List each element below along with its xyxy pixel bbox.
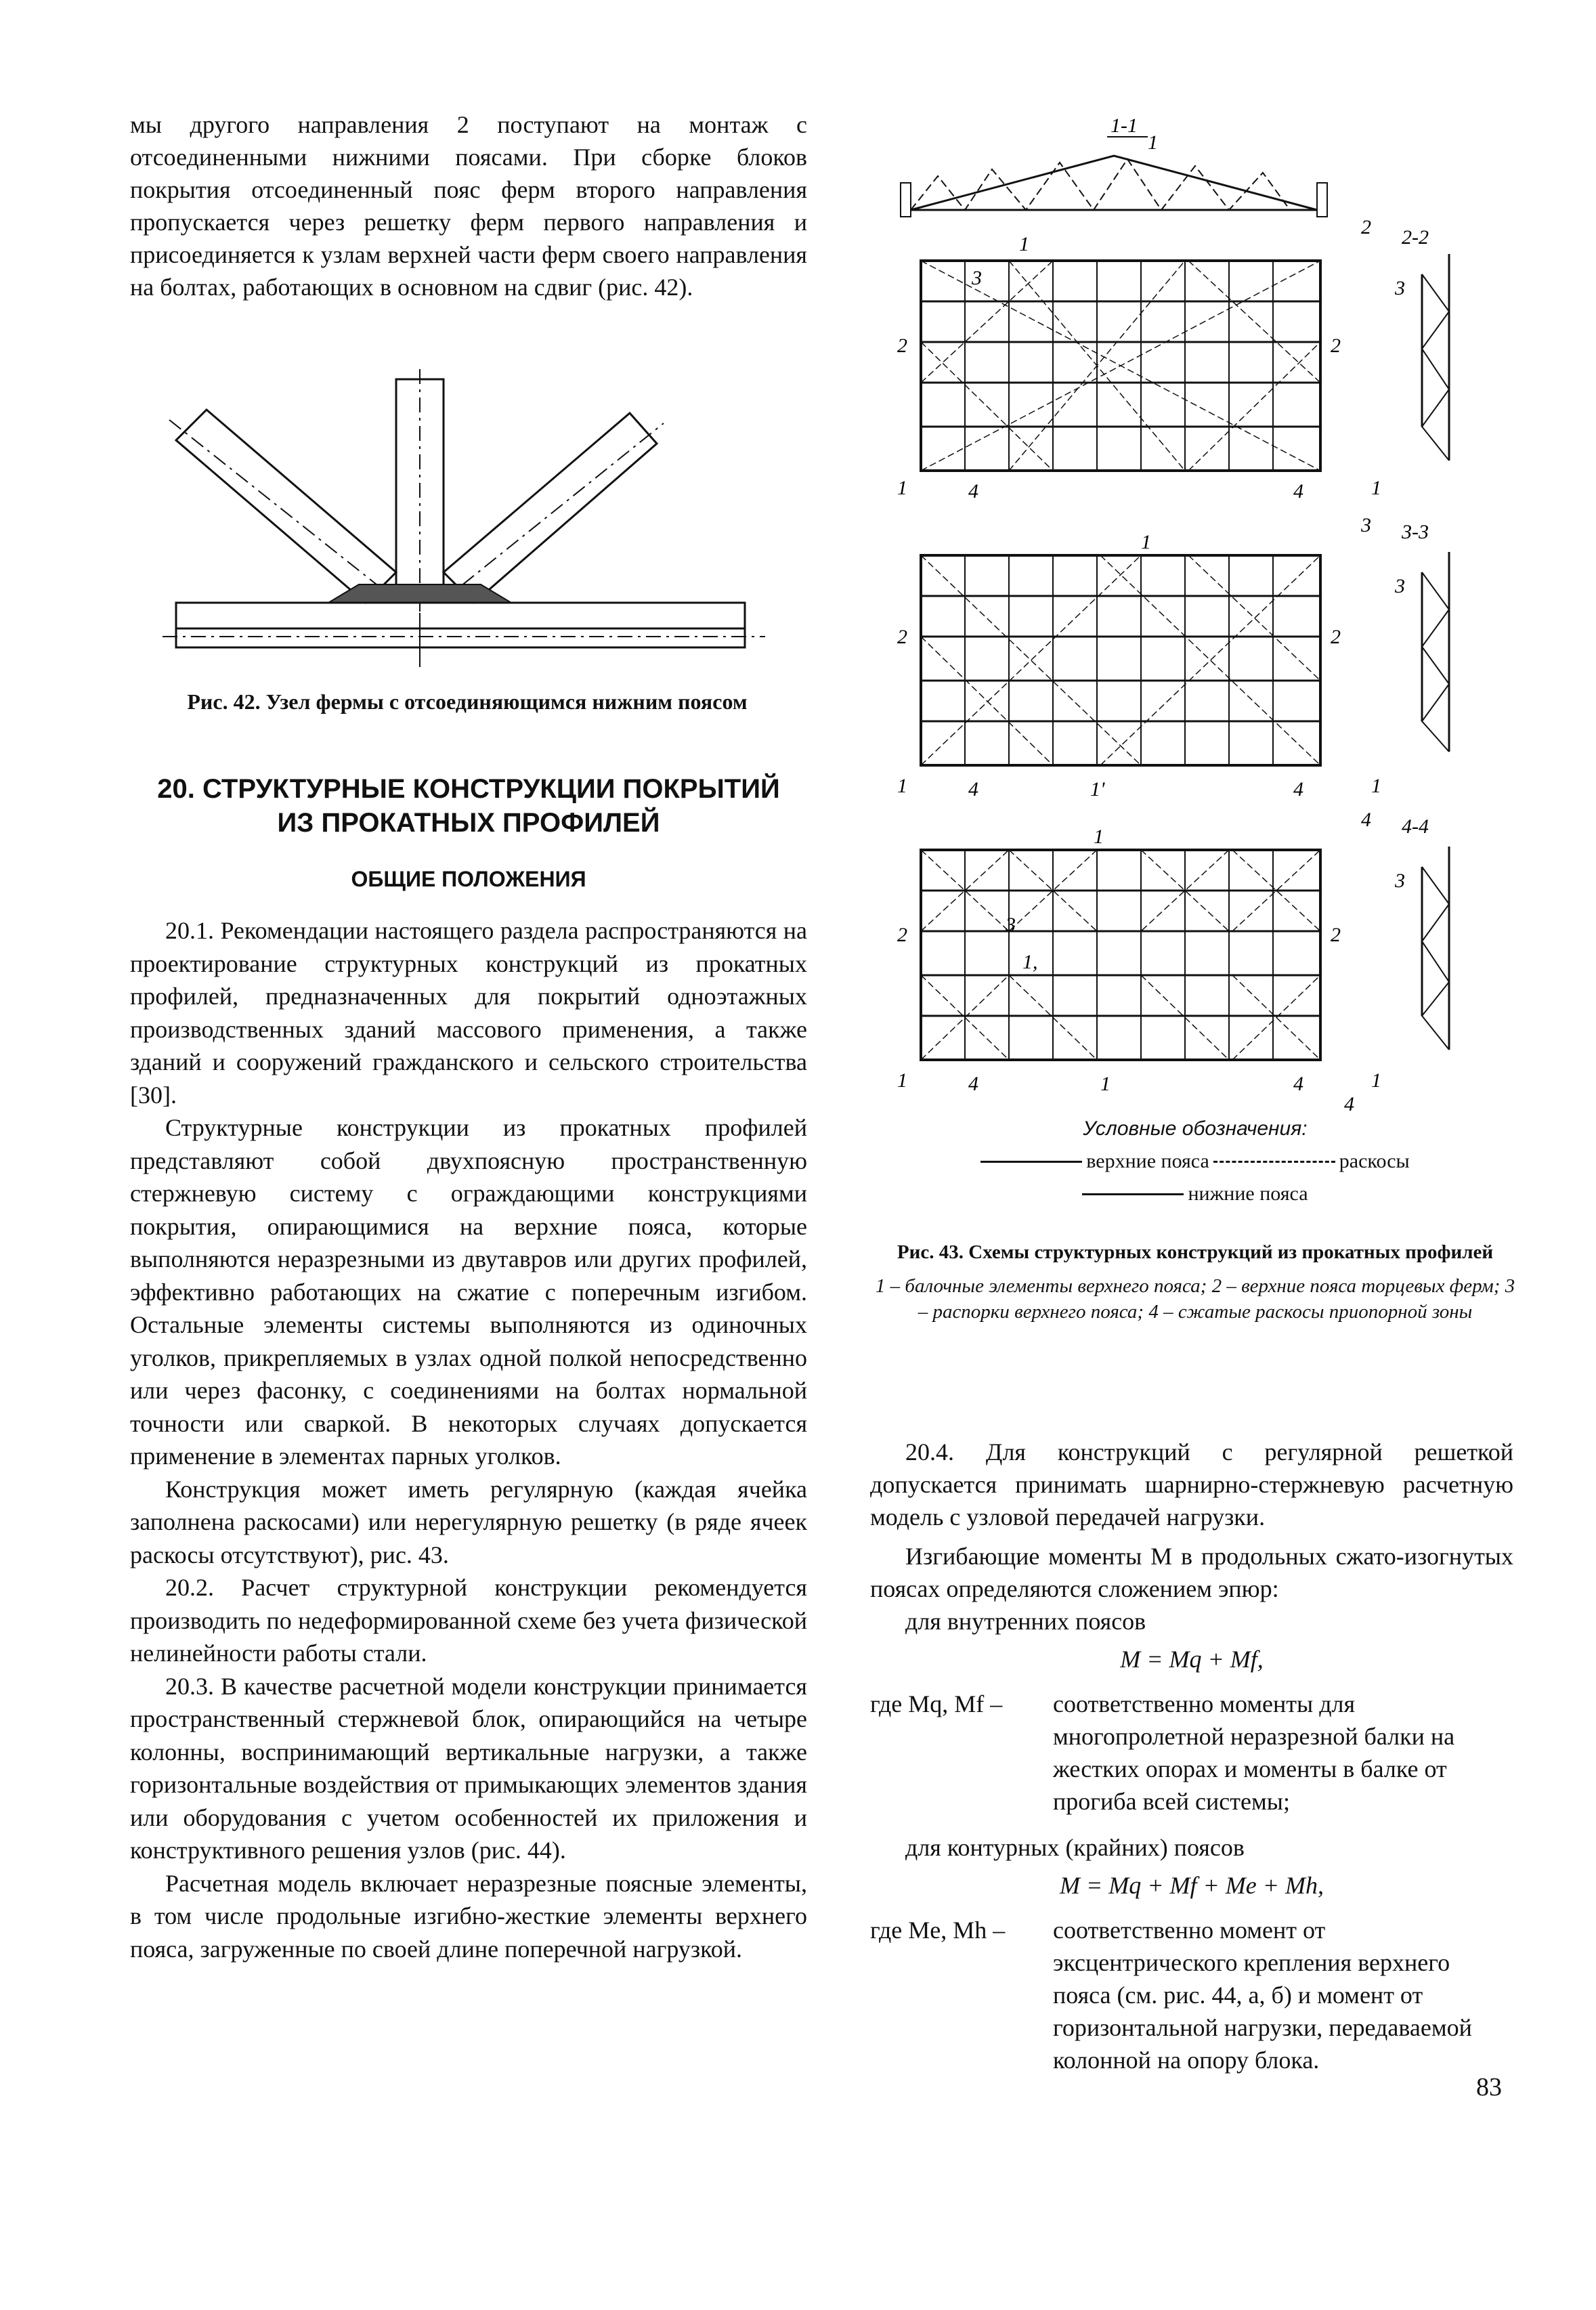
label-4-top-plan3: 4 [1361,809,1371,831]
figure-43-caption [870,1239,1520,1325]
label-1-bottom-plan3: 1 [1100,1073,1110,1095]
label-4-right-plan1: 4 [1293,480,1303,502]
label-4-right-plan2: 4 [1293,778,1303,800]
formula-contour: M = Mq + Mf + Me + Mh, [1059,1872,1324,1899]
where-2-value: соответственно момент от эксцентрического крепления верхнего пояса (см. рис. 44, а, б) и момент от горизонтальной нагрузки, передаваемой колонной на опору блока. [1053,1917,1472,2074]
legend-row-2 [870,1182,1520,1205]
label-4-left-plan2: 4 [968,778,978,800]
label-section-2-2: 2-2 [1402,226,1429,249]
label-1-top: 1 [1148,131,1158,154]
label-1-plan2: 1 [1141,531,1151,553]
figure-42-truss-node [156,369,779,687]
label-4-right-plan3: 4 [1293,1073,1303,1095]
figure-43-caption-desc: 1 – балочные элементы верхнего пояса; 2 – верхние пояса торцевых ферм; 3 – распорки верхнего пояса; 4 – сжатые раскосы приопорной зоны [875,1275,1515,1323]
label-1comma-plan3: 1, [1022,951,1038,973]
paragraph-20-3: 20.3. В качестве расчетной модели конструкции принимается пространственный стержневой блок, опирающийся на четыре колонны, воспринимающий вертикальные нагрузки, а также горизонтальные воздействия от примыкающих элементов здания или оборудования с учетом особенностей их приложения и конструктивного решения узлов (рис. 44). [130,1672,807,1864]
where-2-key: где Me, Mh – [870,1917,1006,1944]
legend-solid-line [980,1161,1082,1163]
paragraph-structure: Структурные конструкции из прокатных профилей представляют собой двухпоясную пространственную стержневую систему с ограждающими конструкциями покрытия, опирающимися на верхние пояса, которые выполняются неразрезными из двутавров или других профилей, эффективно работающих на сжатие с поперечным изгибом. Остальные элементы системы выполняются из одиночных уголков, прикрепляемых в узлах одной полкой непосредственно или через фасонку, с соединениями на болтах нормальной точности или сваркой. В некоторых случаях допускается применение в элементах парных уголков. [130,1114,807,1470]
plan-scheme-2 [897,514,1381,800]
page-number: 83 [1476,2073,1502,2101]
label-1-right-plan3: 1 [1371,1069,1381,1092]
paragraph-moments: Изгибающие моменты M в продольных сжато-изогнутых поясах определяются сложением эпюр: [870,1543,1513,1602]
label-1-plan3: 1 [1094,826,1104,848]
label-3-s33: 3 [1395,575,1405,597]
paragraph-20-2: 20.2. Расчет структурной конструкции рекомендуется производить по недеформированной схеме без учета физической нелинейности работы стали. [130,1574,807,1667]
label-3-s22: 3 [1395,277,1405,299]
label-1-right-plan1: 1 [1371,477,1381,499]
figure-43-caption-title: Рис. 43. Схемы структурных конструкций из прокатных профилей [897,1241,1494,1263]
intro-paragraph: мы другого направления 2 поступают на монтаж с отсоединенными нижними поясами. При сборке блоков покрытия отсоединенный пояс ферм второго направления пропускается через решетку ферм первого направления и присоединяется к узлам верхней части ферм своего направления на болтах, работающих в основном на сдвиг (рис. 42). [130,111,807,301]
paragraph-model: Расчетная модель включает неразрезные поясные элементы, в том числе продольные изгибно-жесткие элементы верхнего пояса, загруженные по своей длине поперечной нагрузкой. [130,1869,807,1963]
legend-top-chords: верхние пояса [1086,1150,1209,1172]
right-body-text [870,1436,1513,2079]
legend-diagonals: раскосы [1339,1150,1410,1172]
section-subtitle: ОБЩИЕ ПОЛОЖЕНИЯ [351,867,586,891]
legend-thin-line [1082,1193,1184,1195]
label-2-left-plan2: 2 [897,626,907,648]
label-3-plan3: 3 [1006,914,1016,936]
left-body-text [130,914,807,1965]
label-2-left-plan3: 2 [897,924,907,946]
label-section-4-4: 4-4 [1402,815,1429,838]
where-1-value: соответственно моменты для многопролетной неразрезной балки на жестких опорах и моменты в балке от прогиба всей системы; [1053,1690,1455,1815]
figure-42-caption: Рис. 42. Узел фермы с отсоединяющимся нижним поясом [187,689,748,714]
figure-43-legend [870,1117,1520,1205]
legend-dashed-line [1213,1161,1335,1163]
label-1-left-plan1: 1 [897,477,907,499]
label-3-s44: 3 [1395,870,1405,892]
where-1-key: где Mq, Mf – [870,1690,1003,1717]
where-block-2 [870,1914,1513,2076]
label-1prime-plan2: 1' [1090,778,1105,800]
paragraph-contour-chords: для контурных (крайних) поясов [905,1834,1245,1861]
section-title [130,772,807,840]
paragraph-20-4: 20.4. Для конструкций с регулярной решеткой допускается принимать шарнирно-стержневую расчетную модель с узловой передачей нагрузки. [870,1438,1513,1531]
section-title-line1: 20. СТРУКТУРНЫЕ КОНСТРУКЦИИ ПОКРЫТИЙ [157,774,780,804]
label-2-left-plan1: 2 [897,335,907,357]
where-block-1 [870,1688,1513,1818]
label-1-plan1: 1 [1019,233,1029,255]
paragraph-inner-chords: для внутренних поясов [905,1608,1146,1635]
section-title-line2: ИЗ ПРОКАТНЫХ ПРОФИЛЕЙ [277,808,660,838]
label-2-right-plan1: 2 [1331,335,1341,357]
label-section-3-3: 3-3 [1402,521,1429,543]
plan-scheme-3 [897,809,1381,1115]
label-4-left-plan1: 4 [968,480,978,502]
label-3-top-plan2: 3 [1361,514,1371,536]
intro-text [130,108,807,303]
figure-43-structural-schemes [870,108,1520,1165]
legend-title: Условные обозначения: [1083,1117,1308,1140]
paragraph-20-1: 20.1. Рекомендации настоящего раздела распространяются на проектирование структурных конструкций из прокатных профилей, предназначенных для покрытий одноэтажных производственных зданий массового применения, а также зданий и сооружений гражданского и сельского строительства [30]. [130,917,807,1109]
label-1-left-plan3: 1 [897,1069,907,1092]
label-4-left-plan3: 4 [968,1073,978,1095]
legend-row-1 [870,1150,1520,1173]
label-2-right-plan3: 2 [1331,924,1341,946]
label-2-right-plan2: 2 [1331,626,1341,648]
label-1-right-plan2: 1 [1371,775,1381,797]
plan-scheme-1 [897,216,1381,502]
label-4-bottom-plan3: 4 [1344,1093,1354,1115]
paragraph-lattice: Конструкция может иметь регулярную (каждая ячейка заполнена раскосами) или нерегулярную решетку (в ряде ячеек раскосы отсутствуют), рис. 43. [130,1475,807,1568]
label-section-1-1: 1-1 [1110,114,1138,137]
formula-inner: M = Mq + Mf, [1120,1646,1264,1673]
label-1-left-plan2: 1 [897,775,907,797]
legend-bottom-chords: нижние пояса [1188,1182,1308,1205]
label-2-top-plan1: 2 [1361,216,1371,238]
label-3-plan1: 3 [972,267,982,289]
